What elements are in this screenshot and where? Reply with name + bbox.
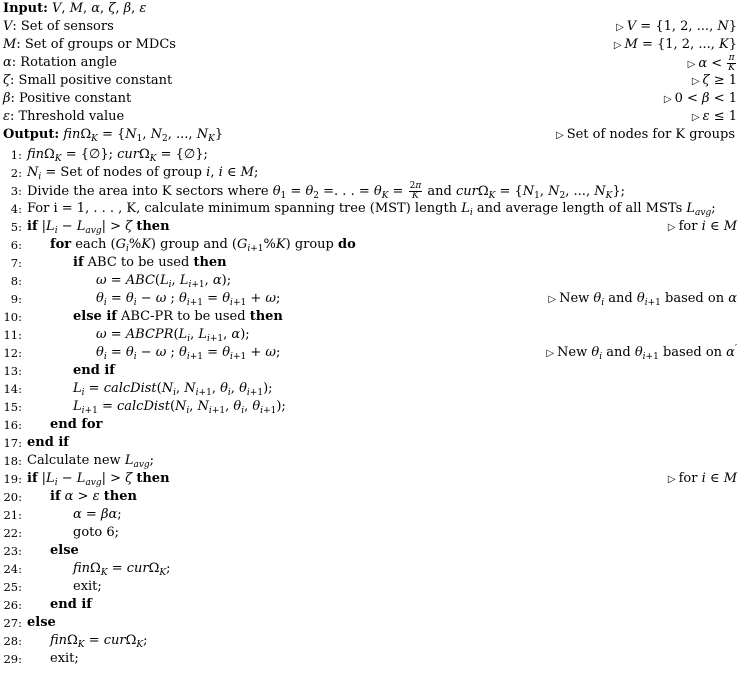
comment-v: ▷ V = {1, 2, ..., N} (616, 19, 737, 34)
comment-zeta: ▷ ζ ≥ 1 (691, 73, 737, 88)
comment-line-12: ▷ New $\theta_i$ and $\theta_{i+1}$ based on α′ (546, 344, 737, 362)
line-8: 8: $\omega = ABC(L_i$, $L_{i+1}$, α); (10, 273, 232, 290)
line-27: 27: else (3, 615, 56, 630)
line-23: 23: else (3, 543, 79, 558)
triangle-icon: ▷ (687, 59, 696, 70)
triangle-icon: ▷ (667, 222, 676, 233)
triangle-icon: ▷ (691, 112, 700, 123)
line-21: 21: α = βα; (3, 507, 122, 522)
line-18: 18: Calculate new $L_{avg}$; (3, 453, 155, 470)
comment-line-9: ▷ New $\theta_i$ and $\theta_{i+1}$ based on α (548, 291, 737, 308)
line-17: 17: end if (3, 435, 69, 450)
line-3: 3: Divide the area into K sectors where $\theta_1 = \theta_2$ =. . . = $\theta_K$ = $\frac{2\pi}{K}$ and $cur\Omega_K = \{N_1$, $N_2$, ..., $N_K$}; (10, 181, 625, 201)
comment-line-5: ▷ for i ∈ M (667, 219, 737, 234)
line-13: 13: end if (3, 363, 115, 378)
line-1: 1: finΩ$_K$ = {∅}; curΩ$_K$ = {∅}; (10, 147, 208, 164)
input-v: V: Set of sensors ▷ V = {1, 2, ..., N} (0, 18, 737, 36)
input-zeta: ζ: Small positive constant ▷ ζ ≥ 1 (0, 72, 737, 90)
line-12: 12: $\theta_i = \theta_i - \omega$ ; $\theta_{i+1} = \theta_{i+1} + \omega$; ▷ New $\theta_i$ and $\theta_{i+1}$ based on α′ (3, 344, 737, 362)
triangle-icon: ▷ (663, 94, 672, 105)
output-header: Output: $fin\Omega_K = \{N_1$, $N_2$, ..., $N_K$} ▷ Set of nodes for K groups (3, 127, 735, 144)
line-28: 28: finΩ$_K$ = curΩ$_K$; (3, 633, 148, 650)
comment-alpha: ▷ α < $\frac{\pi}{K}$ (687, 53, 735, 73)
comment-output: ▷ Set of nodes for K groups (555, 127, 735, 142)
line-7: 7: if ABC to be used then (10, 255, 227, 270)
line-10: 10: else if ABC-PR to be used then (3, 309, 283, 324)
comment-m: ▷ M = {1, 2, ..., K} (613, 37, 737, 52)
line-2: 2: $N_i$ = Set of nodes of group i, i ∈ M; (10, 165, 259, 182)
fraction: $\frac{2\pi}{K}$ (409, 181, 422, 201)
triangle-icon: ▷ (616, 22, 624, 33)
line-14: 14: $L_i$ = $calcDist(N_i$, $N_{i+1}$, $\theta_i$, $\theta_{i+1}$); (3, 381, 273, 398)
line-20: 20: if α > ε then (3, 489, 137, 504)
triangle-icon: ▷ (548, 294, 557, 305)
comment-eps: ▷ ε ≤ 1 (691, 109, 737, 124)
input-m: M: Set of groups or MDCs ▷ M = {1, 2, ..., K} (0, 36, 737, 54)
comment-line-19: ▷ for i ∈ M (667, 471, 737, 486)
line-9: 9: $\theta_i = \theta_i - \omega$ ; $\theta_{i+1} = \theta_{i+1} + \omega$; ▷ New $\theta_i$ and $\theta_{i+1}$ based on α (10, 291, 737, 308)
fraction: $\frac{\pi}{K}$ (728, 53, 735, 73)
triangle-icon: ▷ (613, 40, 622, 51)
line-19: 19: if $|L_i - L_{avg}| > \zeta$ then ▷ for i ∈ M (3, 471, 737, 488)
line-6: 6: for each $(G_i\%K)$ group and $(G_{i+1}\%K)$ group do (10, 237, 356, 254)
line-25: 25: exit; (3, 579, 102, 594)
comment-beta: ▷ 0 < β < 1 (663, 91, 737, 106)
line-4: 4: For i = 1, . . . , K, calculate minimum spanning tree (MST) length $L_i$ and average length of all MSTs $L_{avg}$; (10, 201, 716, 218)
triangle-icon: ▷ (555, 130, 564, 141)
input-eps: ε: Threshold value ▷ ε ≤ 1 (0, 108, 737, 126)
line-11: 11: $\omega = ABCPR(L_i$, $L_{i+1}$, α); (3, 327, 250, 344)
output-label: Output: (3, 127, 60, 142)
input-label: Input: (3, 1, 48, 16)
triangle-icon: ▷ (691, 76, 700, 87)
input-header: Input: V, M, α, ζ, β, ε (3, 1, 147, 16)
line-26: 26: end if (3, 597, 92, 612)
triangle-icon: ▷ (546, 348, 555, 359)
triangle-icon: ▷ (667, 474, 676, 485)
input-beta: β: Positive constant ▷ 0 < β < 1 (0, 90, 737, 108)
line-15: 15: $L_{i+1}$ = $calcDist(N_i$, $N_{i+1}$, $\theta_i$, $\theta_{i+1}$); (3, 399, 286, 416)
line-5: 5: if $|L_i - L_{avg}| > \zeta$ then ▷ for i ∈ M (10, 219, 737, 236)
line-24: 24: finΩ$_K$ = curΩ$_K$; (3, 561, 171, 578)
line-29: 29: exit; (3, 651, 79, 666)
line-22: 22: goto 6; (3, 525, 119, 540)
input-alpha: α: Rotation angle ▷ α < $\frac{\pi}{K}$ (3, 53, 735, 73)
line-16: 16: end for (3, 417, 103, 432)
